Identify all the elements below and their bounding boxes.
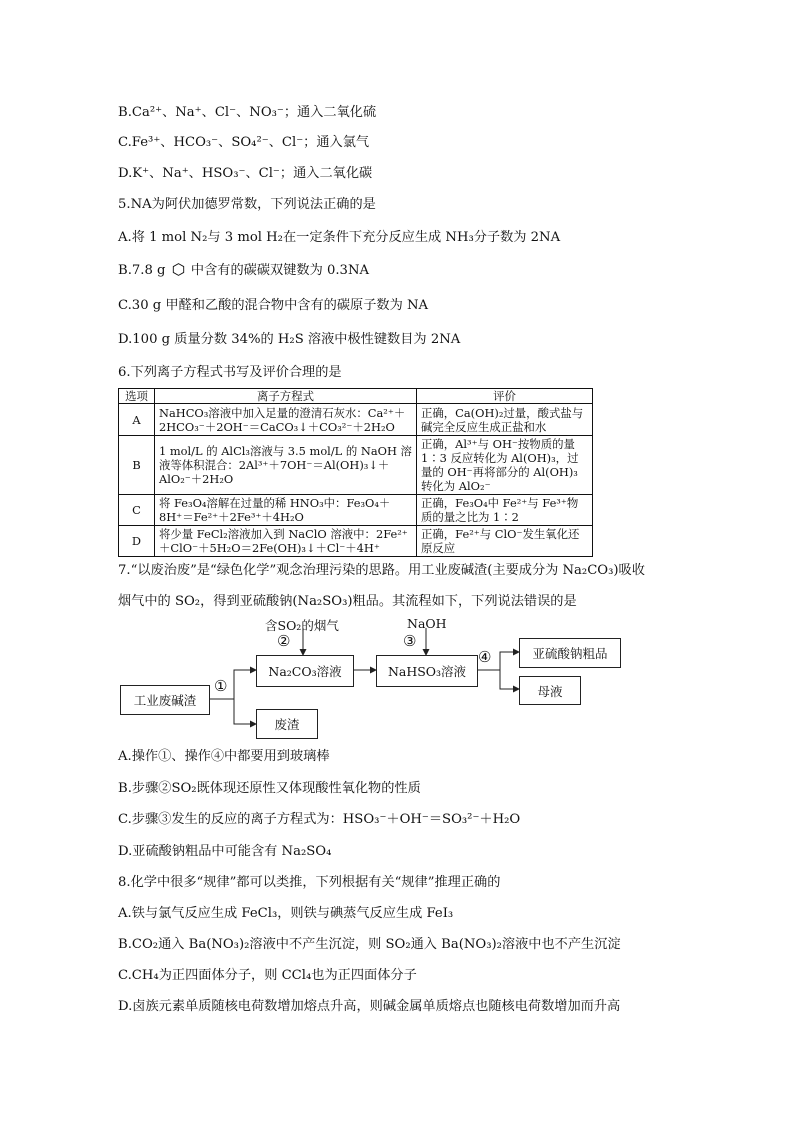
q5-option-c: C.30 g 甲醛和乙酸的混合物中含有的碳原子数为 NA	[118, 298, 429, 313]
row-evaluation: 正确，Al³⁺与 OH⁻按物质的量 1∶3 反应转化为 Al(OH)₃，过量的 OH⁻再将部分的 Al(OH)₃转化为 AlO₂⁻	[417, 436, 593, 495]
step-1-marker: ①	[214, 677, 228, 695]
row-evaluation: 正确，Fe²⁺与 ClO⁻发生氧化还原反应	[417, 526, 593, 557]
row-evaluation: 正确，Fe₃O₄中 Fe²⁺与 Fe³⁺物质的量之比为 1∶2	[417, 495, 593, 526]
header-option: 选项	[119, 389, 155, 404]
q8-option-c: C.CH₄为正四面体分子，则 CCl₄也为正四面体分子	[118, 968, 417, 983]
q8-option-d: D.卤族元素单质随核电荷数增加熔点升高，则碱金属单质熔点也随核电荷数增加而升高	[118, 999, 621, 1014]
q5-stem: 5.NA为阿伏加德罗常数，下列说法正确的是	[118, 197, 376, 212]
q5-option-d: D.100 g 质量分数 34%的 H₂S 溶液中极性键数目为 2NA	[118, 332, 461, 347]
q7-stem-line1: 7.“以废治废”是“绿色化学”观念治理污染的思路。用工业废碱渣(主要成分为 Na₂CO₃)吸收	[118, 563, 645, 578]
step-2-marker: ②	[277, 632, 291, 650]
q8-stem: 8.化学中很多“规律”都可以类推，下列根据有关“规律”推理正确的	[118, 875, 501, 890]
row-equation: 将 Fe₃O₄溶解在过量的稀 HNO₃中：Fe₃O₄＋8H⁺＝Fe²⁺＋2Fe³⁺＋4H₂O	[155, 495, 417, 526]
q5-option-a: A.将 1 mol N₂与 3 mol H₂在一定条件下充分反应生成 NH₃分子数为 2NA	[118, 230, 561, 245]
q5-option-b-suffix: 中含有的碳碳双键数为 0.3NA	[190, 263, 370, 278]
label-so2-flue-gas: 含SO₂的烟气	[265, 618, 339, 633]
box-sodium-sulfite-crude: 亚硫酸钠粗品	[519, 638, 621, 668]
q5-option-b-prefix: B.7.8 g	[118, 263, 166, 278]
q4-option-c: C.Fe³⁺、HCO₃⁻、SO₄²⁻、Cl⁻；通入氯气	[118, 135, 370, 150]
row-evaluation: 正确，Ca(OH)₂过量，酸式盐与碱完全反应生成正盐和水	[417, 404, 593, 436]
q4-option-b: B.Ca²⁺、Na⁺、Cl⁻、NO₃⁻；通入二氧化硫	[118, 105, 377, 120]
q4-option-d: D.K⁺、Na⁺、HSO₃⁻、Cl⁻；通入二氧化碳	[118, 166, 373, 181]
row-equation: 1 mol/L 的 AlCl₃溶液与 3.5 mol/L 的 NaOH 溶液等体积混合：2Al³⁺＋7OH⁻＝Al(OH)₃↓＋AlO₂⁻＋2H₂O	[155, 436, 417, 495]
box-nahso3-solution: NaHSO₃溶液	[376, 655, 478, 687]
row-option: B	[119, 436, 155, 495]
q6-stem: 6.下列离子方程式书写及评价合理的是	[118, 365, 342, 380]
row-equation: 将少量 FeCl₂溶液加入到 NaClO 溶液中：2Fe²⁺＋ClO⁻＋5H₂O＝2Fe(OH)₃↓＋Cl⁻＋4H⁺	[155, 526, 417, 557]
box-waste-residue: 废渣	[256, 709, 318, 739]
q7-option-b: B.步骤②SO₂既体现还原性又体现酸性氧化物的性质	[118, 781, 421, 796]
row-option: D	[119, 526, 155, 557]
row-equation: NaHCO₃溶液中加入足量的澄清石灰水：Ca²⁺＋2HCO₃⁻＋2OH⁻＝CaCO₃↓＋CO₃²⁻＋2H₂O	[155, 404, 417, 436]
q7-option-d: D.亚硫酸钠粗品中可能含有 Na₂SO₄	[118, 844, 332, 859]
box-industrial-waste: 工业废碱渣	[120, 685, 210, 715]
step-4-marker: ④	[478, 648, 492, 666]
header-evaluation: 评价	[417, 389, 593, 404]
q7-stem-line2: 烟气中的 SO₂，得到亚硫酸钠(Na₂SO₃)粗品。其流程如下，下列说法错误的是	[118, 594, 577, 609]
q7-option-c: C.步骤③发生的反应的离子方程式为：HSO₃⁻＋OH⁻＝SO₃²⁻＋H₂O	[118, 812, 521, 827]
step-3-marker: ③	[403, 632, 417, 650]
label-naoh: NaOH	[407, 616, 447, 631]
row-option: A	[119, 404, 155, 436]
row-option: C	[119, 495, 155, 526]
q7-option-a: A.操作①、操作④中都要用到玻璃棒	[118, 749, 330, 764]
box-mother-liquor: 母液	[519, 676, 581, 705]
box-na2co3-solution: Na₂CO₃溶液	[256, 655, 354, 687]
header-equation: 离子方程式	[155, 389, 417, 404]
q8-option-a: A.铁与氯气反应生成 FeCl₃，则铁与碘蒸气反应生成 FeI₃	[118, 906, 454, 921]
q8-option-b: B.CO₂通入 Ba(NO₃)₂溶液中不产生沉淀，则 SO₂通入 Ba(NO₃)₂溶液中也不产生沉淀	[118, 937, 621, 952]
